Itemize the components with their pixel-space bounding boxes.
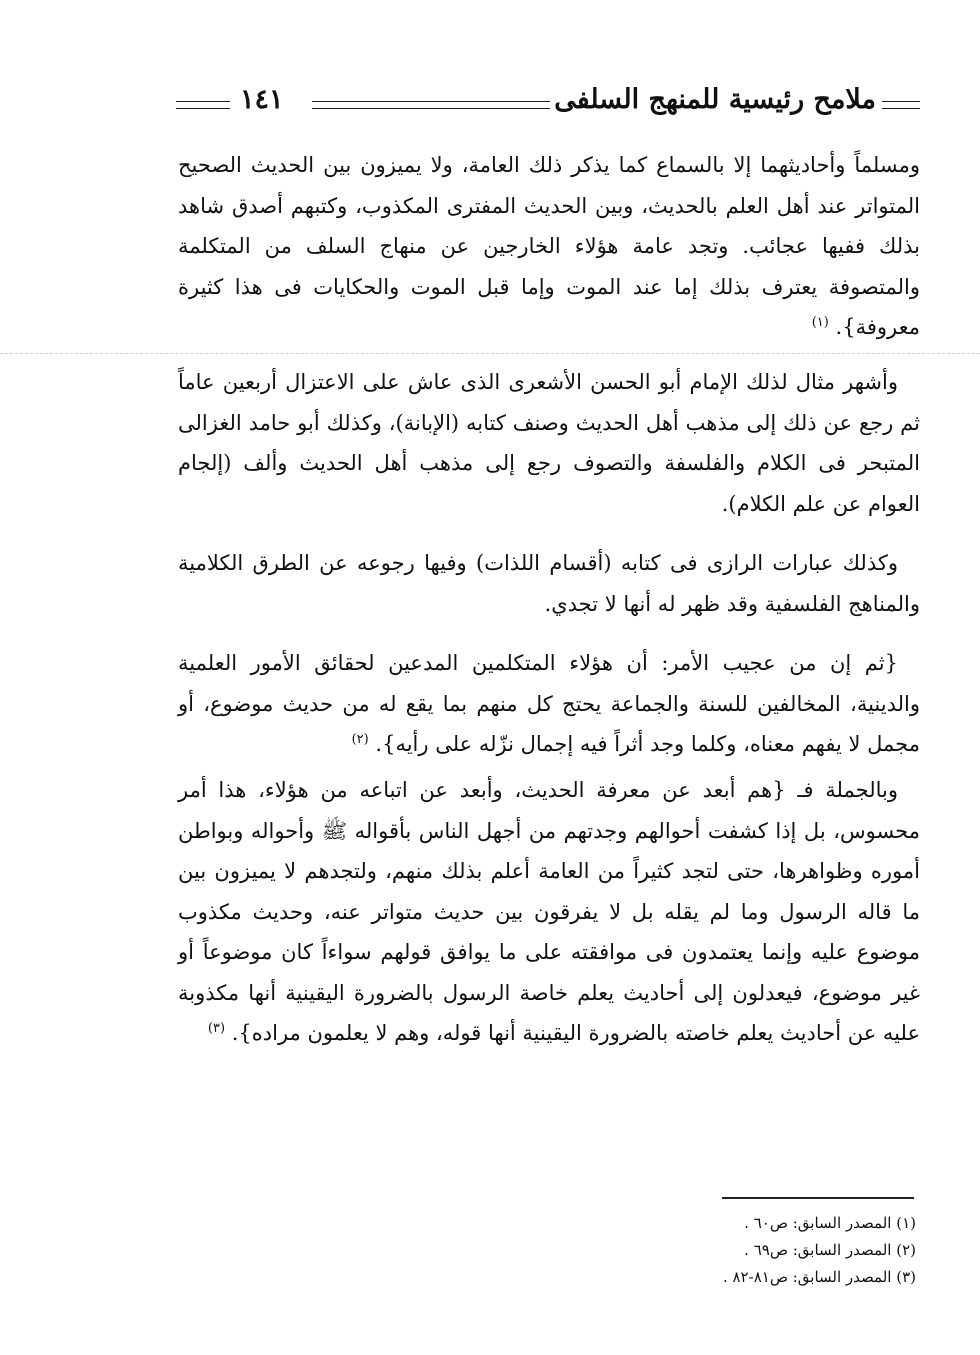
running-header (170, 84, 920, 124)
footnote-ref-1: (١) (811, 315, 829, 330)
paragraph-4 (178, 643, 920, 765)
paragraph-1-text: ومسلماً وأحاديثهما إلا بالسماع كما يذكر ذلك العامة، ولا يميزون بين الحديث الصحيح المتواتر عند أهل العلم بالحديث، وبين الحديث المفترى المكذوب، وكتبهم أصدق شاهد بذلك ففيها عجائب. وتجد عامة هؤلاء الخارجين عن منهاج السلف من المتكلمة والمتصوفة يعترف بذلك إما عند الموت وإما قبل الموت والحكايات فى هذا كثيرة معروفة}. (178, 153, 920, 339)
header-rule-left (176, 101, 230, 109)
footnote-1: (١) المصدر السابق: ص٦٠ . (744, 1214, 916, 1232)
paragraph-3 (178, 543, 920, 624)
paragraph-2 (178, 362, 920, 524)
paragraph-5-text: وبالجملة فـ {هم أبعد عن معرفة الحديث، وأبعد عن اتباعه من هؤلاء، هذا أمر محسوس، بل إذا كشفت أحوالهم وجدتهم من أجهل الناس بأقواله ﷺ وأحواله وبواطن أموره وظواهرها، حتى لتجد كثيراً من العامة أعلم بذلك منهم، ولتجدهم لا يميزون بين ما قاله الرسول وما لم يقله بل لا يفرقون بين حديث متواتر عنه، وحديث مكذوب موضوع عليه وإنما يعتمدون فى موافقته على ما يوافق قولهم سواءاً كان موضوعاً أو غير موضوع، فيعدلون إلى أحاديث يعلم خاصة الرسول بالضرورة اليقينية أنها مكذوبة عليه عن أحاديث يعلم خاصته بالضرورة اليقينية أنها قوله، وهم لا يعلمون مراده}. (178, 778, 920, 1045)
footnote-3: (٣) المصدر السابق: ص٨١-٨٢ . (722, 1268, 916, 1286)
paragraph-3-text: وكذلك عبارات الرازى فى كتابه (أقسام اللذات) وفيها رجوعه عن الطرق الكلامية والمناهج الفلسفية وقد ظهر له أنها لا تجدي. (178, 551, 920, 616)
scan-divider (0, 353, 980, 354)
paragraph-1 (178, 145, 920, 348)
footnote-separator (722, 1197, 914, 1199)
paragraph-5 (178, 770, 920, 1054)
header-title: ملامح رئيسية للمنهج السلفى (554, 84, 876, 115)
paragraph-2-text: وأشهر مثال لذلك الإمام أبو الحسن الأشعرى الذى عاش على الاعتزال أربعين عاماً ثم رجع عن ذلك إلى مذهب أهل الحديث وصنف كتابه (الإبانة)، وكذلك أبو حامد الغزالى المتبحر فى الكلام والفلسفة والتصوف رجع إلى مذهب أهل الحديث وألف (إلجام العوام عن علم الكلام). (178, 370, 920, 516)
footnote-2: (٢) المصدر السابق: ص٦٩ . (744, 1241, 916, 1259)
footnotes (516, 1210, 916, 1291)
paragraph-4-text: {ثم إن من عجيب الأمر: أن هؤلاء المتكلمين المدعين لحقائق الأمور العلمية والدينية، المخالفين للسنة والجماعة يحتج كل منهم بما يقع له من حديث موضوع، أو مجمل لا يفهم معناه، وكلما وجد أثراً فيه إجمال نزّله على رأيه}. (178, 651, 920, 756)
footnote-ref-2: (٢) (351, 732, 369, 747)
page-number: ١٤١ (240, 84, 284, 115)
header-rule-middle (312, 101, 550, 109)
header-rule-right (882, 101, 920, 109)
footnote-ref-3: (٣) (207, 1021, 226, 1036)
